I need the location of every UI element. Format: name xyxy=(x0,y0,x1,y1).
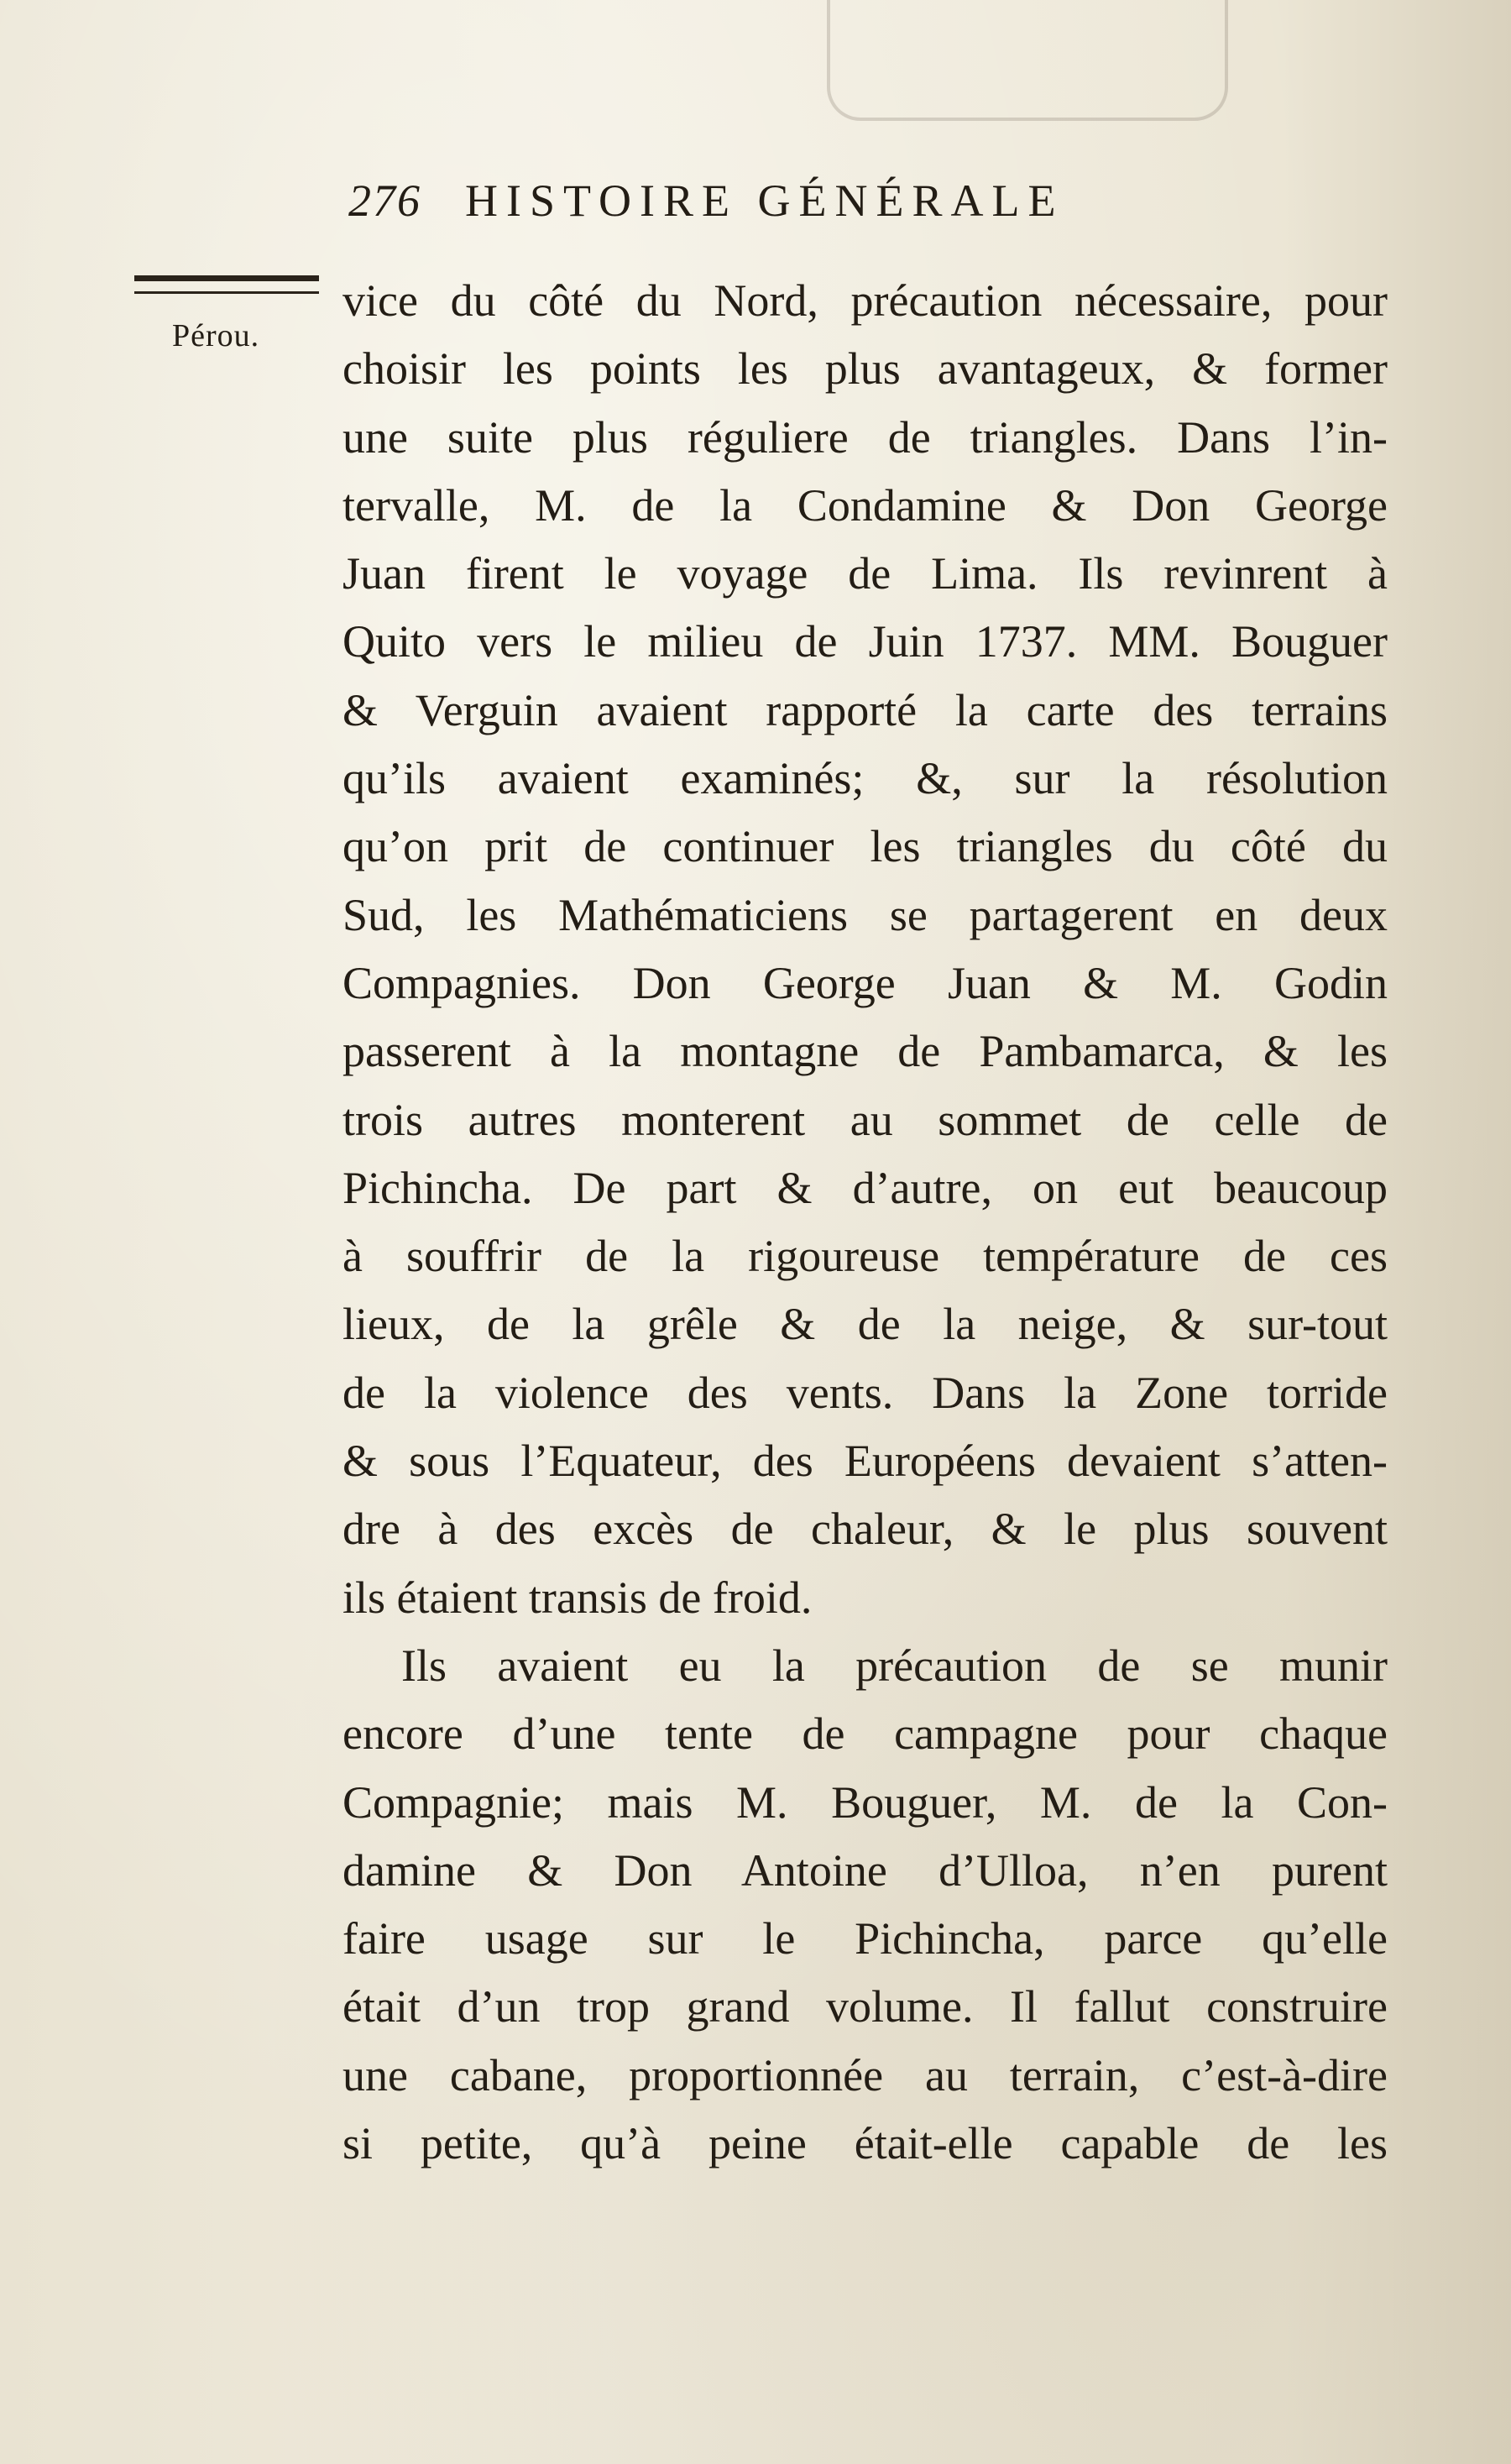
text-line: dre à des excès de chaleur, & le plus souvent xyxy=(342,1504,1388,1555)
archive-stamp-showthrough xyxy=(827,0,1228,121)
paragraph-end-line: ils étaient transis de froid. xyxy=(342,1572,813,1623)
text-line: était d’un trop grand volume. Il fallut construire xyxy=(342,1981,1388,2032)
page-number: 276 xyxy=(348,175,421,226)
text-line: une cabane, proportionnée au terrain, c’est-à-dire xyxy=(342,2049,1388,2100)
text-line: qu’ils avaient examinés; &, sur la résolution xyxy=(342,753,1388,804)
text-line: vice du côté du Nord, précaution nécessaire, pour xyxy=(342,275,1388,326)
text-line: Juan firent le voyage de Lima. Ils revinrent à xyxy=(342,548,1388,599)
text-line: Sud, les Mathématiciens se partagerent en deux xyxy=(342,889,1388,940)
margin-note: Pérou. xyxy=(172,318,260,353)
text-line: tervalle, M. de la Condamine & Don George xyxy=(342,479,1388,531)
text-line: une suite plus réguliere de triangles. Dans l’in- xyxy=(342,411,1388,463)
body-text xyxy=(342,267,1388,2178)
text-line: faire usage sur le Pichincha, parce qu’elle xyxy=(342,1913,1388,1964)
text-line: à souffrir de la rigoureuse température de ces xyxy=(342,1231,1388,1282)
page-header xyxy=(348,175,1272,233)
text-line: Pichincha. De part & d’autre, on eut beaucoup xyxy=(342,1162,1388,1213)
text-line: de la violence des vents. Dans la Zone torride xyxy=(342,1367,1388,1418)
text-line: lieux, de la grêle & de la neige, & sur-tout xyxy=(342,1299,1388,1350)
text-line: Quito vers le milieu de Juin 1737. MM. Bouguer xyxy=(342,616,1388,667)
text-line: Compagnies. Don George Juan & M. Godin xyxy=(342,957,1388,1008)
text-line: Compagnie; mais M. Bouguer, M. de la Con- xyxy=(342,1776,1388,1828)
text-line: & sous l’Equateur, des Européens devaient s’atten- xyxy=(342,1436,1388,1487)
text-line: encore d’une tente de campagne pour chaque xyxy=(342,1708,1388,1760)
text-line: & Verguin avaient rapporté la carte des terrains xyxy=(342,684,1388,735)
text-line: damine & Don Antoine d’Ulloa, n’en purent xyxy=(342,1844,1388,1896)
text-line: qu’on prit de continuer les triangles du côté du xyxy=(342,821,1388,872)
margin-rule xyxy=(134,275,319,294)
text-line: choisir les points les plus avantageux, & former xyxy=(342,343,1388,395)
running-title: HISTOIRE GÉNÉRALE xyxy=(465,175,1064,226)
text-line: si petite, qu’à peine était-elle capable de les xyxy=(342,2118,1388,2169)
text-line: passerent à la montagne de Pambamarca, & les xyxy=(342,1026,1388,1077)
text-line: trois autres monterent au sommet de celle de xyxy=(342,1094,1388,1145)
paragraph-start-line: Ils avaient eu la précaution de se munir xyxy=(401,1640,1388,1691)
